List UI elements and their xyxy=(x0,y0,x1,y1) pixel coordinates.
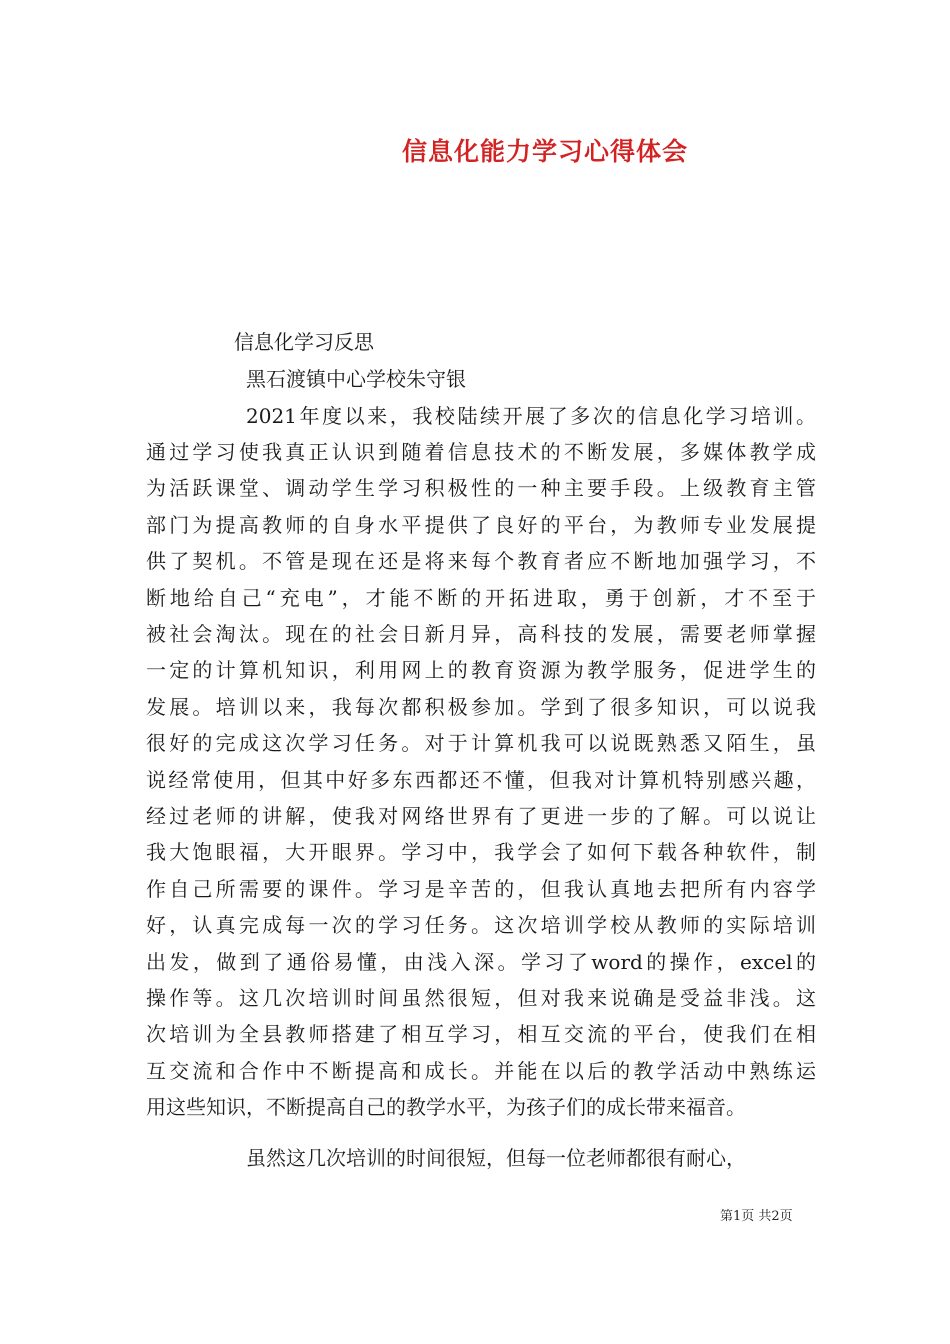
paragraph-line: 发展。培训以来，我每次都积极参加。学到了很多知识，可以说我 xyxy=(146,694,816,719)
paragraph-first-line: 2021年度以来，我校陆续开展了多次的信息化学习培训。 xyxy=(246,404,816,428)
paragraph-line: 次培训为全县教师搭建了相互学习，相互交流的平台，使我们在相 xyxy=(146,1022,816,1047)
paragraph-line: 部门为提高教师的自身水平提供了良好的平台，为教师专业发展提 xyxy=(146,512,816,537)
author-line: 黑石渡镇中心学校朱守银 xyxy=(246,367,466,391)
paragraph-line: 用这些知识，不断提高自己的教学水平，为孩子们的成长带来福音。 xyxy=(146,1095,746,1120)
paragraph-line: 通过学习使我真正认识到随着信息技术的不断发展，多媒体教学成 xyxy=(146,440,816,464)
paragraph-line: 作自己所需要的课件。学习是辛苦的，但我认真地去把所有内容学 xyxy=(146,876,816,901)
paragraph-line: 经过老师的讲解，使我对网络世界有了更进一步的了解。可以说让 xyxy=(146,804,816,828)
paragraph-line: 很好的完成这次学习任务。对于计算机我可以说既熟悉又陌生，虽 xyxy=(146,731,816,756)
paragraph-line: 操作等。这几次培训时间虽然很短，但对我来说确是受益非浅。这 xyxy=(146,986,816,1010)
document-title: 信息化能力学习心得体会 xyxy=(401,137,688,166)
page-footer: 第1页 共2页 xyxy=(720,1209,793,1224)
paragraph-line: 断地给自己“充电”，才能不断的开拓进取，勇于创新，才不至于 xyxy=(146,585,816,610)
paragraph-line: 一定的计算机知识，利用网上的教育资源为教学服务，促进学生的 xyxy=(146,658,816,683)
paragraph-line: 被社会淘汰。现在的社会日新月异，高科技的发展，需要老师掌握 xyxy=(146,622,816,646)
paragraph-line: 我大饱眼福，大开眼界。学习中，我学会了如何下载各种软件，制 xyxy=(146,840,816,865)
paragraph-line: 说经常使用，但其中好多东西都还不懂，但我对计算机特别感兴趣， xyxy=(146,767,816,792)
paragraph-line: 好，认真完成每一次的学习任务。这次培训学校从教师的实际培训 xyxy=(146,913,816,938)
document-subtitle: 信息化学习反思 xyxy=(234,330,374,354)
paragraph-line: 供了契机。不管是现在还是将来每个教育者应不断地加强学习，不 xyxy=(146,549,816,574)
paragraph-line: 为活跃课堂、调动学生学习积极性的一种主要手段。上级教育主管 xyxy=(146,476,816,501)
paragraph-2-first-line: 虽然这几次培训的时间很短，但每一位老师都很有耐心， xyxy=(246,1146,746,1170)
paragraph-line: 互交流和合作中不断提高和成长。并能在以后的教学活动中熟练运 xyxy=(146,1058,816,1083)
paragraph-line: 出发，做到了通俗易懂，由浅入深。学习了word的操作，excel的 xyxy=(146,949,816,974)
